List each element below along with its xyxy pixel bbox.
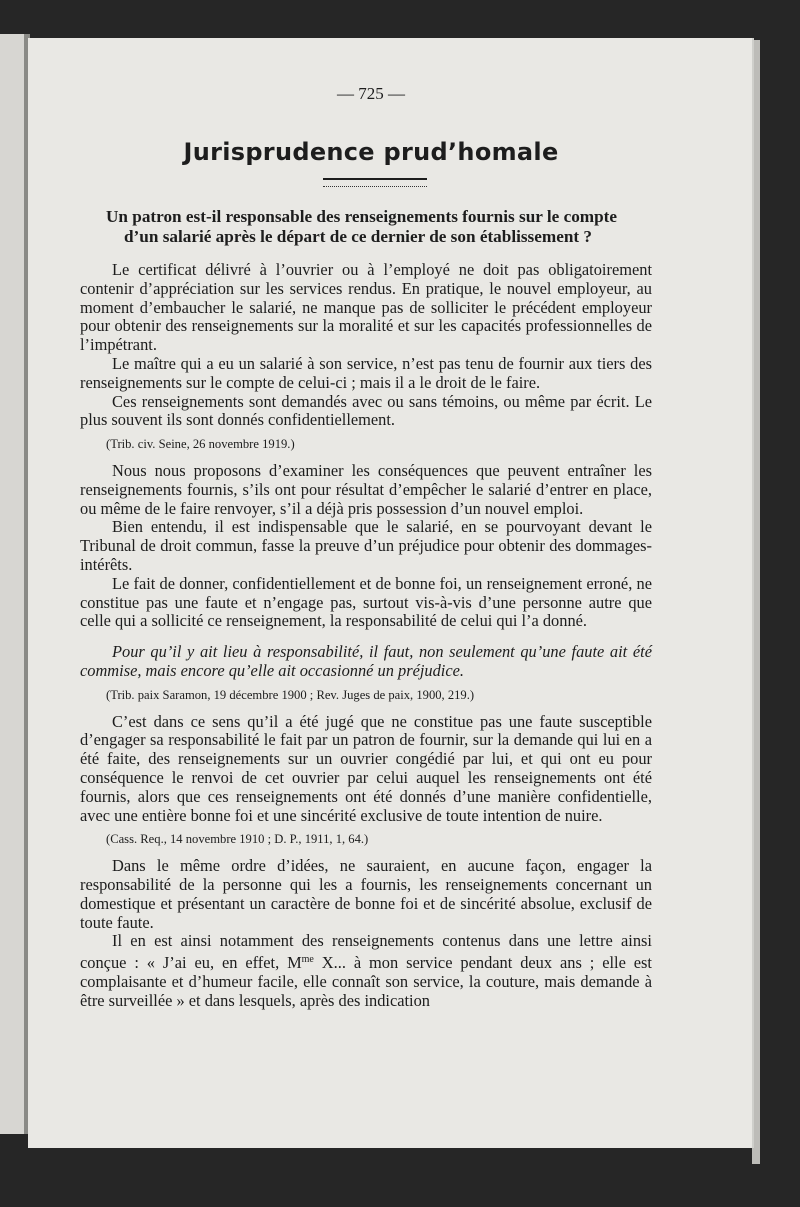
page-stack-edge: [752, 40, 760, 1164]
document-content: [80, 84, 652, 1010]
section-question: Un patron est-il responsable des renseignements fournis sur le compte d’un salarié après le départ de ce dernier de son établissement ?: [106, 207, 618, 246]
paragraph-text: X... à mon service pendant deux ans ; elle est complaisante et d’humeur facile, elle connaît son service, la couture, mais demande à être surveillée » et dans lesquels, après des indication: [80, 953, 652, 1010]
paragraph: Le maître qui a eu un salarié à son service, n’est pas tenu de fournir aux tiers des renseignements sur le compte de celui-ci ; mais il a le droit de le faire.: [80, 353, 652, 392]
superscript: me: [301, 954, 314, 966]
paragraph: [80, 932, 652, 1010]
citation: (Trib. paix Saramon, 19 décembre 1900 ; Rev. Juges de paix, 1900, 219.): [106, 687, 475, 702]
facing-page-edge: [0, 34, 26, 1134]
title-divider: [323, 178, 427, 187]
page-number: — 725 —: [337, 84, 405, 103]
paragraph-emphasis: Pour qu’il y ait lieu à responsabilité, il faut, non seulement qu’une faute ait été commise, mais encore qu’elle ait occasionné un préjudice.: [80, 642, 652, 680]
paragraph: Nous nous proposons d’examiner les conséquences que peuvent entraîner les renseignements fournis, s’ils ont pour résultat d’empêcher le salarié d’entrer en place, ou même de le faire renvoyer, s’il a déjà pris possession d’un nouvel emploi.: [80, 460, 652, 518]
citation: (Trib. civ. Seine, 26 novembre 1919.): [106, 437, 295, 452]
citation: (Cass. Req., 14 novembre 1910 ; D. P., 1911, 1, 64.): [106, 832, 369, 847]
paragraph: C’est dans ce sens qu’il a été jugé que ne constitue pas une faute susceptible d’engager sa responsabilité le fait par un patron de fournir, sur la demande qui lui en a été faite, des renseignements sur un ouvrier congédié par lui, et qui ont eu pour conséquence le renvoi de cet ouvrier par celui auquel les renseignements ont été fournis, alors que ces renseignements ont été donnés d’une manière confidentielle, avec une entière bonne foi et une sincérité exclusive de toute intention de nuire.: [80, 711, 652, 825]
paragraph: Bien entendu, il est indispensable que le salarié, en se pourvoyant devant le Tribunal de droit commun, fasse la preuve d’un préjudice pour obtenir des dommages-intérêts.: [80, 517, 652, 574]
paragraph: Dans le même ordre d’idées, ne sauraient, en aucune façon, engager la responsabilité de la personne qui les a fournis, les renseignements concernant un domestique et présentant un caractère de bonne foi et de sincérité absolue, exclusif de toute faute.: [80, 856, 652, 932]
paragraph: Le certificat délivré à l’ouvrier ou à l’employé ne doit pas obligatoirement contenir d’appréciation sur les services rendus. En pratique, le nouvel employeur, au moment d’embaucher le salarié, ne manque pas de solliciter le précédent employeur pour obtenir des renseignements sur la moralité et sur les capacités professionnelles de l’impétrant.: [80, 260, 652, 355]
paragraph: Ces renseignements sont demandés avec ou sans témoins, ou même par écrit. Le plus souvent ils sont donnés confidentiellement.: [80, 391, 652, 430]
page-title: Jurisprudence prud’homale: [183, 138, 559, 166]
paragraph-text: Il en est ainsi notamment des renseignements contenus dans une lettre ainsi conçue : « J’ai eu, en effet, M: [80, 931, 652, 973]
paragraph: Le fait de donner, confidentiellement et de bonne foi, un renseignement erroné, ne constitue pas une faute et n’engage pas, surtout vis-à-vis d’une personne autre que celle qui a sollicité ce renseignement, la responsabilité de celui qui l’a donné.: [80, 573, 652, 631]
